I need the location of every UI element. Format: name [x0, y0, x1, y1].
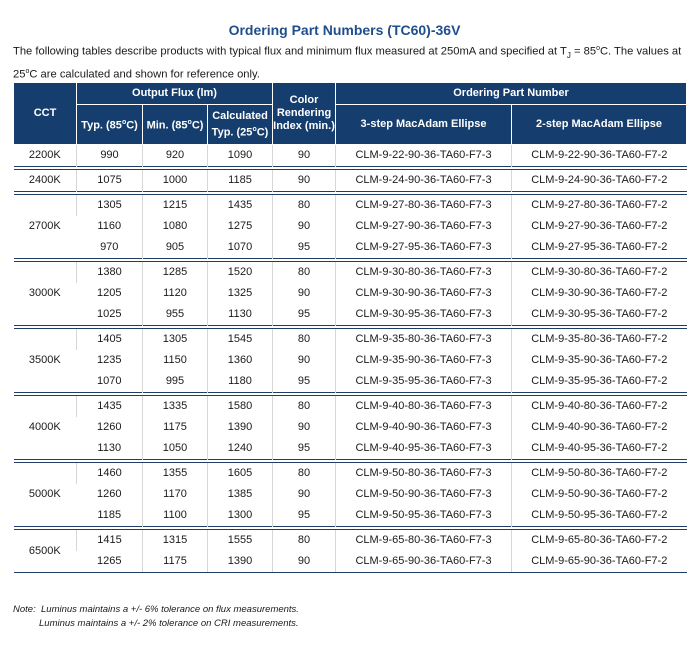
cri-cell: 95	[273, 505, 336, 527]
header-cct: CCT	[14, 83, 77, 145]
cct-cell: 6500K	[14, 530, 77, 573]
cct-cell: 2200K	[14, 145, 77, 167]
typ-flux-cell: 1415	[77, 530, 143, 552]
part-number-3-step-cell: CLM-9-30-95-36-TA60-F7-3	[336, 304, 512, 326]
calc-flux-cell: 1520	[208, 262, 273, 284]
cri-cell: 90	[273, 350, 336, 371]
cri-cell: 90	[273, 551, 336, 573]
min-flux-cell: 1080	[143, 216, 208, 237]
calc-flux-cell: 1390	[208, 551, 273, 573]
cct-cell: 4000K	[14, 396, 77, 460]
typ-flux-cell: 1235	[97, 354, 122, 366]
part-number-3-step-cell: CLM-9-27-80-36-TA60-F7-3	[336, 195, 512, 217]
header-output-flux: Output Flux (lm)	[77, 83, 273, 105]
calc-flux-cell: 1555	[208, 530, 273, 552]
table-row	[14, 145, 687, 167]
cct-cell: 2700K	[14, 195, 77, 259]
cct-cell: 2400K	[14, 170, 77, 192]
part-number-3-step-cell: CLM-9-50-80-36-TA60-F7-3	[336, 463, 512, 485]
table-row	[14, 195, 687, 217]
cri-cell: 80	[273, 396, 336, 418]
typ-flux-cell: 1130	[97, 442, 122, 454]
cri-cell: 90	[273, 145, 336, 167]
cct-cell: 3000K	[14, 262, 77, 326]
min-flux-cell: 1285	[143, 262, 208, 284]
part-number-2-step-cell: CLM-9-65-80-36-TA60-F7-2	[512, 530, 687, 552]
min-flux-cell: 1050	[143, 438, 208, 460]
cri-cell: 80	[273, 463, 336, 485]
header-typ-85: Typ. (85$^o$C)	[77, 105, 143, 145]
part-number-3-step-cell: CLM-9-30-80-36-TA60-F7-3	[336, 262, 512, 284]
note-label: Note:	[13, 604, 36, 615]
part-number-2-step-cell: CLM-9-35-90-36-TA60-F7-2	[512, 350, 687, 371]
cct-cell: 5000K	[14, 463, 77, 527]
part-number-3-step-cell: CLM-9-35-95-36-TA60-F7-3	[336, 371, 512, 393]
header-2-step: 2-step MacAdam Ellipse	[512, 105, 687, 145]
min-flux-cell: 920	[143, 145, 208, 167]
table-row	[14, 438, 687, 460]
calc-flux-cell: 1580	[208, 396, 273, 418]
calc-flux-cell: 1130	[208, 304, 273, 326]
cri-cell: 90	[273, 170, 336, 192]
cri-cell: 90	[273, 216, 336, 237]
part-number-2-step-cell: CLM-9-35-95-36-TA60-F7-2	[512, 371, 687, 393]
cri-cell: 80	[273, 262, 336, 284]
part-number-3-step-cell: CLM-9-40-95-36-TA60-F7-3	[336, 438, 512, 460]
part-number-3-step-cell: CLM-9-65-80-36-TA60-F7-3	[336, 530, 512, 552]
calc-flux-cell: 1385	[208, 484, 273, 505]
calc-flux-cell: 1390	[208, 417, 273, 438]
calc-flux-cell: 1300	[208, 505, 273, 527]
calc-flux-cell: 1605	[208, 463, 273, 485]
min-flux-cell: 1315	[143, 530, 208, 552]
typ-flux-cell: 1070	[97, 375, 122, 387]
calc-flux-cell: 1185	[208, 170, 273, 192]
part-number-3-step-cell: CLM-9-50-95-36-TA60-F7-3	[336, 505, 512, 527]
table-row	[14, 484, 687, 505]
calc-flux-cell: 1070	[208, 237, 273, 259]
part-number-2-step-cell: CLM-9-27-95-36-TA60-F7-2	[512, 237, 687, 259]
cri-cell: 90	[273, 283, 336, 304]
cri-cell: 95	[273, 371, 336, 393]
table-row	[14, 283, 687, 304]
typ-flux-cell: 1075	[77, 170, 143, 192]
part-number-2-step-cell: CLM-9-27-80-36-TA60-F7-2	[512, 195, 687, 217]
part-number-3-step-cell: CLM-9-40-90-36-TA60-F7-3	[336, 417, 512, 438]
note-line-1: Luminus maintains a +/- 6% tolerance on flux measurements.	[41, 604, 299, 615]
typ-flux-cell: 1185	[97, 509, 122, 521]
part-number-2-step-cell: CLM-9-35-80-36-TA60-F7-2	[512, 329, 687, 351]
part-number-2-step-cell: CLM-9-30-95-36-TA60-F7-2	[512, 304, 687, 326]
min-flux-cell: 1175	[143, 551, 208, 573]
table-row	[14, 262, 687, 284]
part-number-2-step-cell: CLM-9-50-90-36-TA60-F7-2	[512, 484, 687, 505]
part-number-3-step-cell: CLM-9-40-80-36-TA60-F7-3	[336, 396, 512, 418]
calc-flux-cell: 1090	[208, 145, 273, 167]
table-row	[14, 530, 687, 552]
intro-paragraph: The following tables describe products with typical flux and minimum flux measured at 250mA and specified at $T_J = 85^oC$. The values at 25$^o$C are calculated and shown for reference only.	[13, 45, 682, 81]
header-ordering-part-number: Ordering Part Number	[336, 83, 687, 105]
cri-cell: 90	[273, 417, 336, 438]
part-number-2-step-cell: CLM-9-22-90-36-TA60-F7-2	[512, 145, 687, 167]
part-number-2-step-cell: CLM-9-27-90-36-TA60-F7-2	[512, 216, 687, 237]
part-number-2-step-cell: CLM-9-40-95-36-TA60-F7-2	[512, 438, 687, 460]
part-number-3-step-cell: CLM-9-27-90-36-TA60-F7-3	[336, 216, 512, 237]
part-number-3-step-cell: CLM-9-35-90-36-TA60-F7-3	[336, 350, 512, 371]
part-number-2-step-cell: CLM-9-50-95-36-TA60-F7-2	[512, 505, 687, 527]
part-number-3-step-cell: CLM-9-65-90-36-TA60-F7-3	[336, 551, 512, 573]
typ-flux-cell: 1460	[77, 463, 143, 485]
calc-flux-cell: 1240	[208, 438, 273, 460]
table-row	[14, 216, 687, 237]
calc-flux-cell: 1325	[208, 283, 273, 304]
min-flux-cell: 1100	[143, 505, 208, 527]
min-flux-cell: 1120	[143, 283, 208, 304]
cri-cell: 90	[273, 484, 336, 505]
typ-flux-cell: 1380	[77, 262, 143, 284]
table-row	[14, 396, 687, 418]
cri-cell: 95	[273, 237, 336, 259]
min-flux-cell: 905	[143, 237, 208, 259]
cri-cell: 95	[273, 438, 336, 460]
table-row	[14, 463, 687, 485]
min-flux-cell: 995	[143, 371, 208, 393]
cct-cell: 3500K	[14, 329, 77, 393]
typ-flux-cell: 1160	[97, 220, 122, 232]
part-number-3-step-cell: CLM-9-35-80-36-TA60-F7-3	[336, 329, 512, 351]
min-flux-cell: 955	[143, 304, 208, 326]
typ-flux-cell: 1305	[77, 195, 143, 217]
min-flux-cell: 1355	[143, 463, 208, 485]
min-flux-cell: 1000	[143, 170, 208, 192]
part-number-2-step-cell: CLM-9-40-90-36-TA60-F7-2	[512, 417, 687, 438]
part-number-3-step-cell: CLM-9-24-90-36-TA60-F7-3	[336, 170, 512, 192]
part-number-2-step-cell: CLM-9-65-90-36-TA60-F7-2	[512, 551, 687, 573]
part-number-2-step-cell: CLM-9-50-80-36-TA60-F7-2	[512, 463, 687, 485]
part-number-3-step-cell: CLM-9-30-90-36-TA60-F7-3	[336, 283, 512, 304]
page-title: Ordering Part Numbers (TC60)-36V	[228, 22, 461, 38]
table-row	[14, 237, 687, 259]
table-row	[14, 551, 687, 573]
cri-cell: 80	[273, 329, 336, 351]
min-flux-cell: 1335	[143, 396, 208, 418]
table-row	[14, 304, 687, 326]
calc-flux-cell: 1360	[208, 350, 273, 371]
table-row	[14, 350, 687, 371]
min-flux-cell: 1170	[143, 484, 208, 505]
table-row	[14, 505, 687, 527]
calc-flux-cell: 1275	[208, 216, 273, 237]
note	[13, 603, 299, 631]
table-row	[14, 170, 687, 192]
part-number-3-step-cell: CLM-9-22-90-36-TA60-F7-3	[336, 145, 512, 167]
part-number-2-step-cell: CLM-9-30-90-36-TA60-F7-2	[512, 283, 687, 304]
min-flux-cell: 1305	[143, 329, 208, 351]
typ-flux-cell: 1265	[77, 551, 143, 573]
typ-flux-cell: 1260	[97, 488, 122, 500]
table-row	[14, 417, 687, 438]
typ-flux-cell: 1205	[97, 287, 122, 299]
table-row	[14, 371, 687, 393]
min-flux-cell: 1150	[143, 350, 208, 371]
part-number-2-step-cell: CLM-9-40-80-36-TA60-F7-2	[512, 396, 687, 418]
note-line-2: Luminus maintains a +/- 2% tolerance on CRI measurements.	[39, 618, 299, 629]
header-cri: Color Rendering Index (min.)	[273, 83, 336, 145]
part-number-2-step-cell: CLM-9-24-90-36-TA60-F7-2	[512, 170, 687, 192]
part-number-3-step-cell: CLM-9-50-90-36-TA60-F7-3	[336, 484, 512, 505]
header-calc-25: Calculated Typ. (25$^o$C)	[208, 105, 273, 145]
typ-flux-cell: 1025	[97, 308, 122, 320]
part-number-3-step-cell: CLM-9-27-95-36-TA60-F7-3	[336, 237, 512, 259]
min-flux-cell: 1175	[143, 417, 208, 438]
cri-cell: 95	[273, 304, 336, 326]
header-3-step: 3-step MacAdam Ellipse	[336, 105, 512, 145]
cri-cell: 80	[273, 530, 336, 552]
typ-flux-cell: 1260	[97, 421, 122, 433]
calc-flux-cell: 1180	[208, 371, 273, 393]
calc-flux-cell: 1545	[208, 329, 273, 351]
min-flux-cell: 1215	[143, 195, 208, 217]
table-body	[14, 145, 687, 573]
table-row	[14, 329, 687, 351]
calc-flux-cell: 1435	[208, 195, 273, 217]
cri-cell: 80	[273, 195, 336, 217]
typ-flux-cell: 1405	[77, 329, 143, 351]
typ-flux-cell: 1435	[77, 396, 143, 418]
ordering-part-numbers-table	[13, 82, 687, 573]
part-number-2-step-cell: CLM-9-30-80-36-TA60-F7-2	[512, 262, 687, 284]
typ-flux-cell: 970	[100, 241, 119, 253]
typ-flux-cell: 990	[77, 145, 143, 167]
header-min-85: Min. (85$^o$C)	[143, 105, 208, 145]
